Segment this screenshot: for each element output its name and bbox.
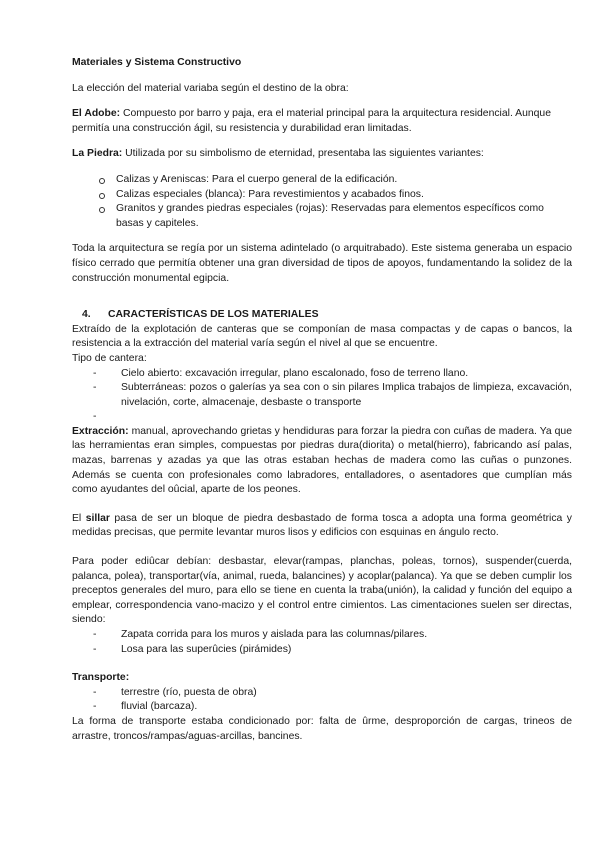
empty-list-item (93, 410, 572, 425)
stone-variants-list (72, 173, 572, 231)
adobe-text: Compuesto por barro y paja, era el material principal para la arquitectura residencial. Aunque permitía una construcción ágil, su resistencia y durabilidad eran limitadas. (72, 108, 551, 134)
document-page (72, 56, 572, 744)
section-heading (72, 308, 572, 323)
list-item: - Cielo abierto: excavación irregular, plano escalonado, foso de terreno llano. (93, 367, 572, 382)
section-number: 4. (82, 309, 91, 321)
extraction-paragraph (72, 425, 572, 498)
section-intro: Extraído de la explotación de canteras que se componían de masa compactas y de capas o bancos, la resistencia a la extracción del material varía según el nivel al que se encuentre. (72, 323, 572, 350)
sillar-label: sillar (85, 512, 110, 524)
transport-list (72, 686, 572, 715)
materials-intro: La elección del material variaba según el destino de la obra: (72, 82, 349, 94)
quarry-types-list (72, 367, 572, 425)
foundations-list (72, 628, 572, 657)
sillar-paragraph: El sillar pasa de ser un bloque de piedra desbastado de forma tosca a adopta una forma geométrica y medidas precisas, que permite levantar muros lisos y edificios con esquinas en ángulo recto. (72, 512, 572, 539)
sillar-text: pasa de ser un bloque de piedra desbastado de forma tosca a adopta una forma geométrica y medidas precisas, que permite levantar muros lisos y edificios con esquinas en ángulo recto. (72, 512, 572, 539)
list-item: Calizas especiales (blanca): Para revestimientos y acabados finos. (99, 188, 572, 203)
section-title: CARACTERÍSTICAS DE LOS MATERIALES (108, 309, 319, 321)
list-item: - Zapata corrida para los muros y aislada para las columnas/pilares. (93, 628, 572, 643)
building-paragraph: Para poder ediûcar debían: desbastar, elevar(rampas, planchas, poleas, tornos), suspender(cuerda, palanca, polea), transportar(vía, animal, rueda, balancines) y acoplar(palanca). Ya que se deben cumplir los preceptos generales del muro, para ello se tiene en cuenta la traba(unión), la calidad y función del equipo a emplear, correspondencia vano-macizo y el control entre cimientos. Las cimentaciones suelen ser directas, siendo: (72, 556, 572, 626)
extraction-text: manual, aprovechando grietas y hendiduras para forzar la piedra con cuñas de madera. Ya que las herramientas eran simples, compuestas por piedras dura(diorita) o metal(hierro), fabricando así palas, mazas, barrenas y azadas ya que las otras estaban hechas de madera como las cuñas o punzones. Además se cuenta con profesionales como labradores, entalladores, o asentadores que cumplían más como ayudantes del oûcial, aparte de los peones. (72, 425, 572, 496)
quarry-type-label: Tipo de cantera: (72, 352, 147, 364)
list-item: Granitos y grandes piedras especiales (rojas): Reservadas para elementos específicos como basas y capiteles. (99, 202, 572, 231)
transport-heading: Transporte: (72, 672, 130, 684)
list-item: Calizas y Areniscas: Para el cuerpo general de la edificación. (99, 173, 572, 188)
list-item: - fluvial (barcaza). (93, 700, 572, 715)
system-paragraph: Toda la arquitectura se regía por un sistema adintelado (o arquitrabado). Este sistema generaba un espacio físico cerrado que permitía obtener una gran diversidad de tipos de apoyos, fundamentando la solidez de la construcción monumental egipcia. (72, 243, 572, 284)
list-item: - Losa para las superûcies (pirámides) (93, 643, 572, 658)
transport-paragraph: La forma de transporte estaba condicionado por: falta de ûrme, desproporción de cargas, trineos de arrastre, troncos/rampas/aguas-arcillas, bancines. (72, 715, 572, 742)
list-item: - Subterráneas: pozos o galerías ya sea con o sin pilares Implica trabajos de limpieza, excavación, nivelación, corte, almacenaje, desbaste o transporte (93, 381, 572, 410)
stone-paragraph (72, 147, 572, 162)
stone-text: Utilizada por su simbolismo de eternidad, presentaba las siguientes variantes: (122, 148, 484, 160)
list-item: - terrestre (río, puesta de obra) (93, 686, 572, 701)
adobe-paragraph (72, 107, 572, 136)
adobe-label: El Adobe: (72, 108, 121, 120)
materials-title: Materiales y Sistema Constructivo (72, 57, 242, 68)
stone-label: La Piedra: (72, 148, 123, 160)
extraction-label: Extracción: (72, 425, 129, 437)
